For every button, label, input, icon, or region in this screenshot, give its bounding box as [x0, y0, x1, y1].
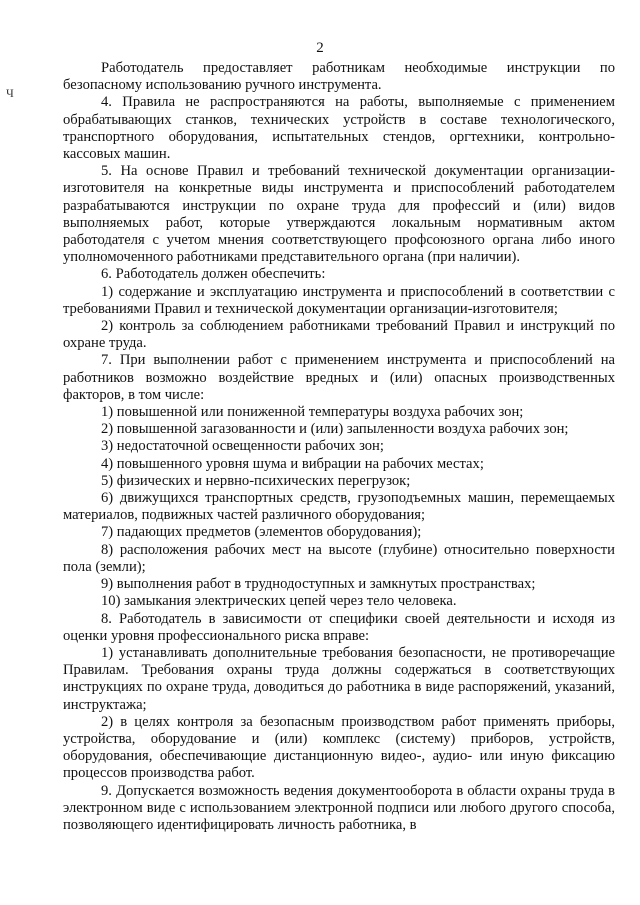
- paragraph: 1) устанавливать дополнительные требования безопасности, не противоречащие Правилам. Требования охраны труда должны содержаться в соответствующих инструкциях по охране труда, доводиться до работника в виде распоряжений, указаний, инструктажа;: [63, 644, 615, 713]
- paragraph: 8. Работодатель в зависимости от специфики своей деятельности и исходя из оценки уровня профессионального риска вправе:: [63, 610, 615, 644]
- paragraph: 7. При выполнении работ с применением инструмента и приспособлений на работников возможно воздействие вредных и (или) опасных производственных факторов, в том числе:: [63, 352, 615, 403]
- paragraph: 2) в целях контроля за безопасным производством работ применять приборы, устройства, оборудование и (или) комплекс (систему) приборов, устройств, оборудования, обеспечивающие дистанционную видео-, аудио- или иную фиксацию процессов производства работ.: [63, 713, 615, 782]
- paragraph: 9. Допускается возможность ведения документооборота в области охраны труда в электронном виде с использованием электронной подписи или любого другого способа, позволяющего идентифицировать личность работника, в: [63, 782, 615, 833]
- paragraph: 4) повышенного уровня шума и вибрации на рабочих местах;: [101, 455, 484, 472]
- paragraph: 5) физических и нервно-психических перегрузок;: [101, 472, 411, 489]
- paragraph: 9) выполнения работ в труднодоступных и замкнутых пространствах;: [101, 576, 536, 593]
- paragraph: Работодатель предоставляет работникам необходимые инструкции по безопасному использованию ручного инструмента.: [63, 60, 615, 94]
- paragraph: 2) контроль за соблюдением работниками требований Правил и инструкций по охране труда.: [63, 318, 615, 352]
- paragraph: 3) недостаточной освещенности рабочих зон;: [101, 438, 384, 455]
- paragraph: 1) содержание и эксплуатацию инструмента и приспособлений в соответствии с требованиями Правил и технической документации организации-изготовителя;: [63, 283, 615, 317]
- paragraph: 6) движущихся транспортных средств, грузоподъемных машин, перемещаемых материалов, подвижных частей различного оборудования;: [63, 490, 615, 524]
- page-number: 2: [316, 40, 324, 56]
- paragraph: 10) замыкания электрических цепей через тело человека.: [101, 593, 457, 610]
- paragraph: 6. Работодатель должен обеспечить:: [101, 266, 326, 283]
- paragraph: 2) повышенной загазованности и (или) запыленности воздуха рабочих зон;: [101, 421, 569, 438]
- margin-mark: Ч: [6, 86, 14, 100]
- paragraph: 7) падающих предметов (элементов оборудования);: [101, 524, 422, 541]
- paragraph: 1) повышенной или пониженной температуры воздуха рабочих зон;: [101, 404, 524, 421]
- paragraph: 4. Правила не распространяются на работы, выполняемые с применением обрабатывающих станков, технических устройств в составе технологического, транспортного оборудования, испытательных стендов, оргтехники, контрольно-кассовых машин.: [63, 94, 615, 163]
- paragraph: 5. На основе Правил и требований технической документации организации-изготовителя на конкретные виды инструмента и приспособлений работодателем разрабатываются инструкции по охране труда для профессий и (или) видов выполняемых работ, которые утверждаются локальным нормативным актом работодателя с учетом мнения соответствующего профсоюзного органа либо иного уполномоченного работниками представительного органа (при наличии).: [63, 163, 615, 266]
- paragraph: 8) расположения рабочих мест на высоте (глубине) относительно поверхности пола (земли);: [63, 541, 615, 575]
- document-body: [63, 60, 615, 834]
